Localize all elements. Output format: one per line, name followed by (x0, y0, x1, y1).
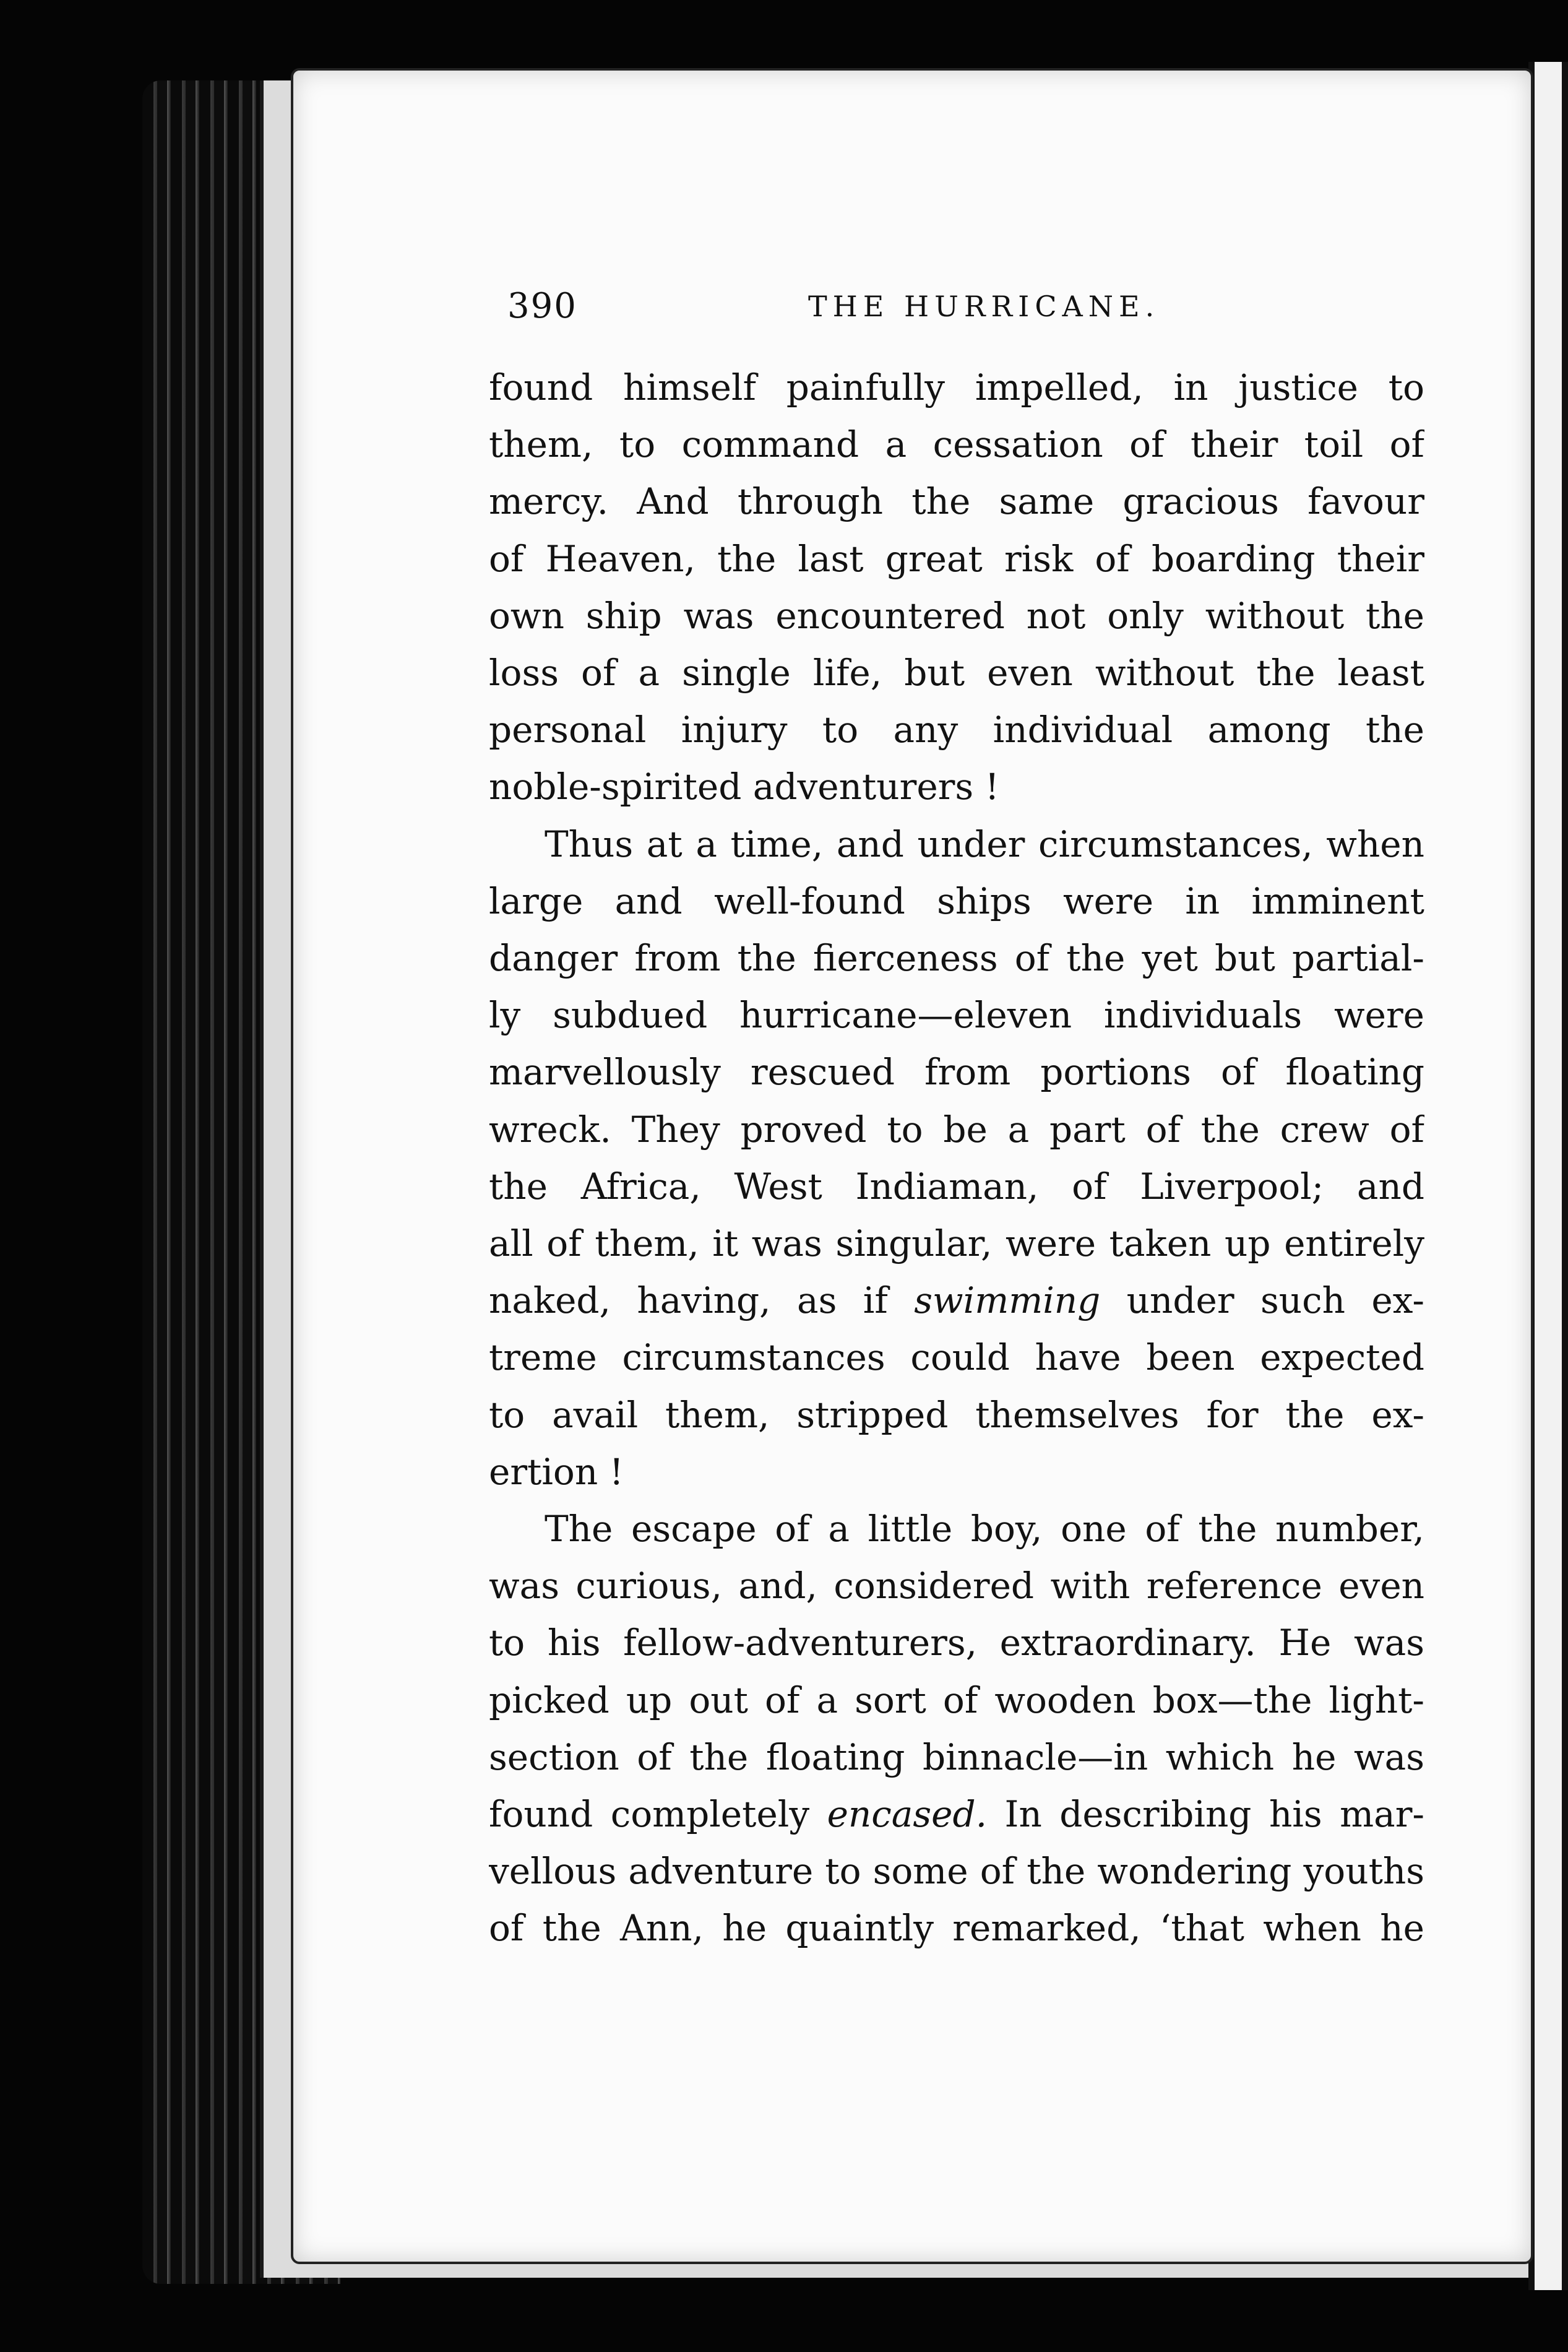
text-segment: In describing his mar- (1004, 1793, 1424, 1836)
text-line: vellous adventure to some of the wondering youths (489, 1850, 1424, 1893)
text-line: mercy. And through the same gracious favour (489, 480, 1424, 523)
text-line: the Africa, West Indiaman, of Liverpool; and (489, 1165, 1424, 1208)
text-line: Thus at a time, and under circumstances, when (545, 823, 1424, 865)
text-line: to his fellow-adventurers, extraordinary. He was (489, 1622, 1424, 1664)
text-line: ly subdued hurricane—eleven individuals were (489, 994, 1424, 1037)
text-line: personal injury to any individual among the (489, 709, 1424, 751)
text-line: picked up out of a sort of wooden box—the light- (489, 1679, 1424, 1721)
text-line: The escape of a little boy, one of the number, (545, 1508, 1424, 1550)
text-line: own ship was encountered not only without the (489, 594, 1424, 637)
text-line: marvellously rescued from portions of floating (489, 1051, 1424, 1094)
running-head (507, 286, 1411, 335)
text-line: treme circumstances could have been expected (489, 1336, 1424, 1379)
text-line: to avail them, stripped themselves for the ex- (489, 1393, 1424, 1436)
facing-page-edge (1528, 62, 1568, 2290)
text-segment: found completely (489, 1793, 810, 1836)
text-line: was curious, and, considered with reference even (489, 1565, 1424, 1607)
text-line: loss of a single life, but even without the least (489, 652, 1424, 694)
italic-word: swimming (914, 1279, 1101, 1322)
text-line: large and well-found ships were in imminent (489, 880, 1424, 922)
text-line: noble-spirited adventurers ! (489, 766, 999, 808)
text-line: wreck. They proved to be a part of the crew of (489, 1108, 1424, 1151)
page-number: 390 (507, 286, 577, 326)
text-line (489, 1272, 1424, 1329)
text-line: of the Ann, he quaintly remarked, ‘that when he (489, 1907, 1424, 1950)
text-line: them, to command a cessation of their toil of (489, 423, 1424, 466)
text-line (489, 1786, 1424, 1843)
body-text (489, 359, 1424, 1957)
text-segment: under such ex- (1126, 1279, 1424, 1322)
text-segment: naked, having, as if (489, 1279, 888, 1322)
text-line: all of them, it was singular, were taken up entirely (489, 1222, 1424, 1265)
text-line: section of the floating binnacle—in which he was (489, 1736, 1424, 1778)
running-title: THE HURRICANE. (808, 290, 1160, 323)
text-line: danger from the fierceness of the yet but partial- (489, 937, 1424, 980)
italic-word: encased. (827, 1793, 988, 1836)
text-line: ertion ! (489, 1450, 624, 1493)
paragraph-1 (489, 359, 1424, 816)
paragraph-3 (489, 1500, 1424, 1957)
paragraph-2 (489, 816, 1424, 1500)
text-line: found himself painfully impelled, in justice to (489, 366, 1424, 409)
text-line: of Heaven, the last great risk of boarding their (489, 537, 1424, 580)
